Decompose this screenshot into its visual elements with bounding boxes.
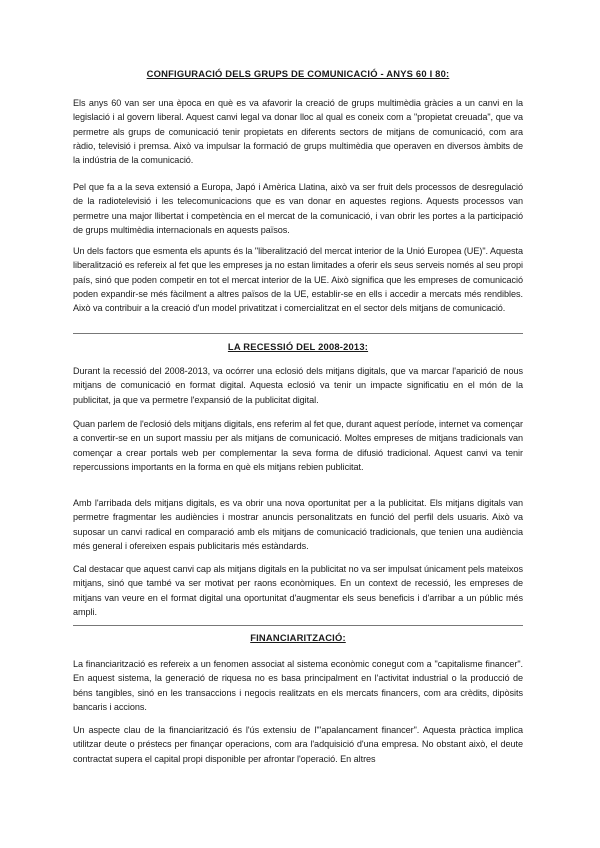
paragraph: La financiarització es refereix a un fenomen associat al sistema econòmic conegut com a "capitalisme financer". En aquest sistema, la generació de riquesa no es basa principalment en l'activitat industrial o la producció de béns tangibles, sinó en les transaccions i negocis realitzats en els mercats financers, com ara crèdits, dipòsits bancaris i accions. — [73, 659, 523, 713]
section-heading-recessio: LA RECESSIÓ DEL 2008-2013: — [227, 341, 369, 352]
section-heading-configuracio: CONFIGURACIÓ DELS GRUPS DE COMUNICACIÓ - ANYS 60 I 80: — [146, 68, 450, 79]
section-heading-financiaritzacio: FINANCIARITZACIÓ: — [250, 632, 346, 643]
paragraph: Un dels factors que esmenta els apunts és la "liberalització del mercat interior de la Unió Europea (UE)". Aquesta liberalització es refereix al fet que les empreses ja no estan limitades a oferir els seus serveis només al seu propi país, sinó que poden competir en tot el mercat interior de la UE. Això significa que les empreses de comunicació poden expandir-se més fàcilment a altres països de la UE, establir-se en ells i accedir a mercats més rendibles. Això va contribuir a la creació d'un model privatitzat i comercialitzat en el sector dels mitjans de comunicació. — [73, 246, 523, 314]
section-divider — [73, 625, 523, 626]
paragraph: Quan parlem de l'eclosió dels mitjans digitals, ens referim al fet que, durant aquest període, internet va començar a convertir-se en un suport massiu per als mitjans de comunicació. Moltes empreses de mitjans tradicionals van començar a crear portals web per complementar la seva forma de difusió tradicional. Aquest canvi va tenir repercussions importants en la forma en què els mitjans rebien publicitat. — [73, 419, 523, 473]
paragraph: Amb l'arribada dels mitjans digitals, es va obrir una nova oportunitat per a la publicitat. Els mitjans digitals van permetre fragmentar les audiències i mostrar anuncis personalitzats en funció del perfil dels usuaris. Això va suposar un canvi radical en comparació amb els mitjans de comunicació tradicionals, que tenien una audiència més general i ofereixen espais publicitaris més estàndards. — [73, 498, 523, 552]
section-divider — [73, 333, 523, 334]
paragraph: Pel que fa a la seva extensió a Europa, Japó i Amèrica Llatina, això va ser fruit dels processos de desregulació de la radiotelevisió i les telecomunicacions que es van donar en aquestes regions. Aquests processos van permetre una major llibertat i competència en el mercat de la comunicació, i van obrir les portes a la participació de grups multimèdia internacionals en aquests països. — [73, 182, 523, 236]
paragraph: Els anys 60 van ser una època en què es va afavorir la creació de grups multimèdia gràcies a un canvi en la legislació i al govern liberal. Aquest canvi legal va donar lloc al qual es coneix com a "propietat creuada", que va permetre als grups de comunicació tenir propietats en diferents sectors de mitjans de comunicació, com ara ràdio, televisió i premsa. Això va impulsar la formació de grups multimèdia que operaven en diversos àmbits de la indústria de la comunicació. — [73, 98, 523, 166]
paragraph: Cal destacar que aquest canvi cap als mitjans digitals en la publicitat no va ser impulsat únicament pels mateixos mitjans, sinó que també va ser motivat per raons econòmiques. En un context de recessió, les empreses de mitjans van veure en el format digital una oportunitat d'augmentar els seus beneficis i d'arribar a un públic més ampli. — [73, 564, 523, 618]
paragraph: Durant la recessió del 2008-2013, va ocórrer una eclosió dels mitjans digitals, que va marcar l'aparició de nous mitjans de comunicació en format digital. Aquesta eclosió va tenir un impacte significatiu en el món de la publicitat, ja que va permetre l'expansió de la publicitat digital. — [73, 366, 523, 405]
paragraph: Un aspecte clau de la financiarització és l'ús extensiu de l'"apalancament financer". Aquesta pràctica implica utilitzar deute o préstecs per finançar operacions, com ara l'adquisició d'una empresa. No obstant això, el deute contractat supera el capital propi disponible per afrontar l'operació. En altres — [73, 725, 523, 764]
